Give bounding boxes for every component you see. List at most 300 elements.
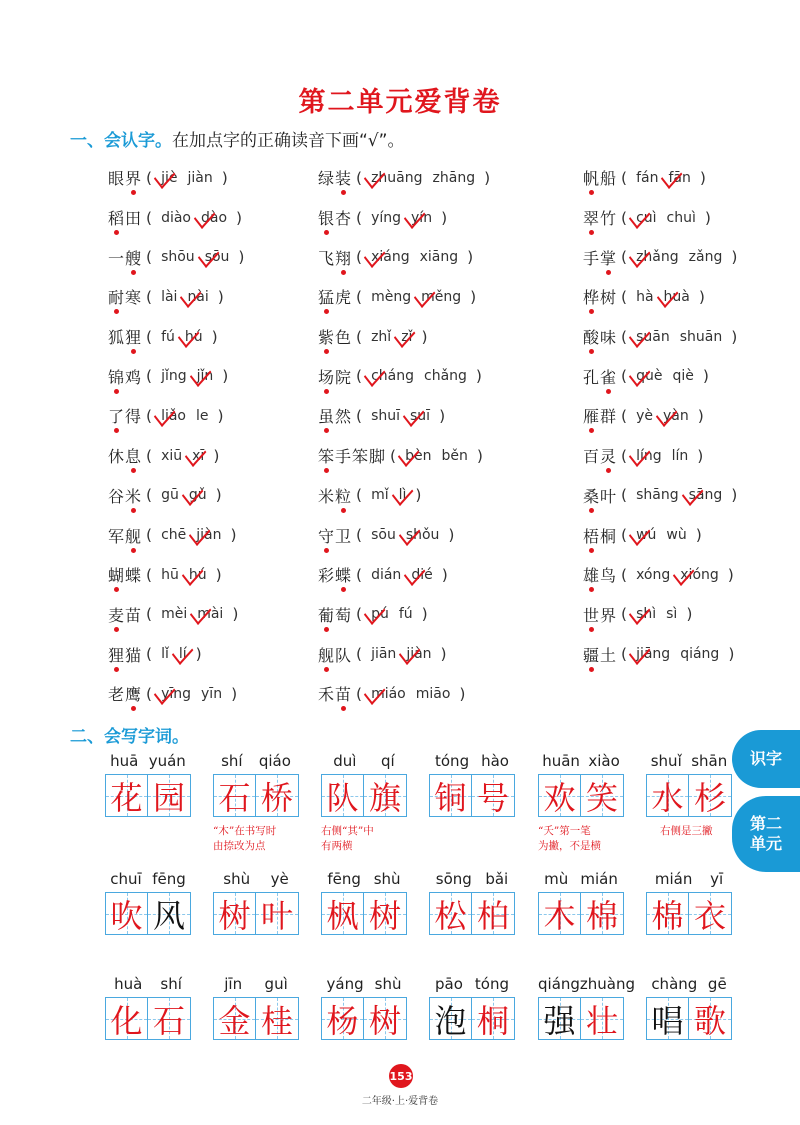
tianzige-cell[interactable] xyxy=(689,774,732,817)
choice-row xyxy=(583,277,741,317)
pinyin-option-checked[interactable]: huà xyxy=(663,288,690,305)
pinyin-option[interactable]: jǐng xyxy=(161,368,187,385)
pinyin-option[interactable]: zhāng xyxy=(432,169,476,186)
word: 狐狸 xyxy=(108,325,142,348)
choice-row xyxy=(318,595,494,635)
pinyin-option[interactable]: xiāng xyxy=(419,249,459,266)
tianzige-cell[interactable] xyxy=(472,997,515,1040)
close-paren: ) xyxy=(699,168,706,187)
character: 花 xyxy=(110,778,143,817)
close-paren: ) xyxy=(697,446,704,465)
close-paren: ) xyxy=(440,645,447,664)
pinyin-option-checked[interactable]: shǒu xyxy=(405,527,440,544)
pinyin-row xyxy=(321,975,407,993)
close-paren: ) xyxy=(697,406,704,425)
open-paren: ( xyxy=(146,248,153,267)
choice-row xyxy=(108,555,248,595)
open-paren: ( xyxy=(146,486,153,505)
character: 歌 xyxy=(693,1001,726,1040)
character: 杉 xyxy=(693,778,726,817)
tianzige-cell[interactable] xyxy=(364,892,407,935)
open-paren: ( xyxy=(356,168,363,187)
pinyin-option-checked[interactable]: jǐn xyxy=(196,368,214,385)
open-paren: ( xyxy=(621,248,628,267)
pinyin-option[interactable]: fú xyxy=(161,328,175,345)
tianzige-cell[interactable] xyxy=(538,774,581,817)
tianzige-cell[interactable] xyxy=(321,892,364,935)
word: 紫色 xyxy=(318,325,352,348)
tianzige-cell[interactable] xyxy=(105,892,148,935)
emphasis-dot xyxy=(589,627,594,632)
choice-row xyxy=(318,317,494,357)
pinyin-option-checked[interactable]: què xyxy=(636,368,663,385)
tab-label: 第二单元 xyxy=(749,814,782,853)
pinyin: huān xyxy=(542,752,580,770)
pinyin-option-checked[interactable]: měng xyxy=(421,288,462,305)
character: 树 xyxy=(218,896,251,935)
pinyin-option-checked[interactable]: jiāng xyxy=(636,646,671,663)
pinyin-option[interactable]: yīn xyxy=(201,685,223,702)
tianzige-cell[interactable] xyxy=(256,892,299,935)
pinyin-option[interactable]: xóng xyxy=(636,566,671,583)
pinyin-option-checked[interactable]: dào xyxy=(201,209,228,226)
pinyin-option[interactable]: mèi xyxy=(161,606,188,623)
page-title: 第二单元爱背卷 xyxy=(298,87,502,118)
pinyin: mù xyxy=(544,870,569,888)
word-grid xyxy=(213,870,299,980)
pinyin-option-checked[interactable]: fān xyxy=(668,169,691,186)
emphasis-dot xyxy=(589,548,594,553)
character: 石 xyxy=(218,778,251,817)
pinyin-option[interactable]: zǎng xyxy=(688,249,723,266)
pinyin-option-checked[interactable]: lí xyxy=(178,646,187,663)
word: 锦鸡 xyxy=(108,365,142,388)
pinyin-option-checked[interactable]: zǐ xyxy=(401,328,413,345)
character: 欢 xyxy=(543,778,576,817)
character: 桐 xyxy=(476,1001,509,1040)
open-paren: ( xyxy=(356,684,363,703)
tianzige-cell[interactable] xyxy=(213,774,256,817)
pinyin-option-checked[interactable]: zhuāng xyxy=(371,169,423,186)
close-paren: ) xyxy=(215,565,222,584)
tianzige-boxes xyxy=(429,997,515,1040)
word: 了得 xyxy=(108,404,142,427)
pinyin-option[interactable]: lín xyxy=(671,447,689,464)
open-paren: ( xyxy=(390,446,397,465)
emphasis-dot xyxy=(589,428,594,433)
pinyin-option[interactable]: yè xyxy=(636,407,653,424)
pinyin: chuī xyxy=(110,870,142,888)
tianzige-boxes xyxy=(538,892,624,935)
tianzige-cell[interactable] xyxy=(646,774,689,817)
character: 水 xyxy=(651,778,684,817)
pinyin: mián xyxy=(580,870,618,888)
tianzige-cell[interactable] xyxy=(429,997,472,1040)
emphasis-dot xyxy=(589,190,594,195)
pinyin-option[interactable]: fán xyxy=(636,169,659,186)
pinyin-option[interactable]: qiè xyxy=(672,368,694,385)
open-paren: ( xyxy=(356,406,363,425)
close-paren: ) xyxy=(236,208,243,227)
pinyin-option[interactable]: xiū xyxy=(161,447,183,464)
pinyin: yáng xyxy=(326,975,364,993)
pinyin-option[interactable]: wù xyxy=(666,527,687,544)
pinyin: jīn xyxy=(224,975,243,993)
pinyin-option-checked[interactable]: lì xyxy=(398,487,407,504)
pinyin: pāo xyxy=(435,975,463,993)
pinyin-option[interactable]: qiáng xyxy=(680,646,720,663)
open-paren: ( xyxy=(356,486,363,505)
word: 一艘 xyxy=(108,246,142,269)
emphasis-dot xyxy=(606,389,611,394)
word-grid xyxy=(646,870,732,980)
close-paren: ) xyxy=(213,446,220,465)
pinyin-option-checked[interactable]: liǎo xyxy=(161,407,187,424)
pinyin-option[interactable]: zhǐ xyxy=(371,328,392,345)
choice-row xyxy=(318,277,494,317)
pinyin-option[interactable]: lài xyxy=(161,288,178,305)
pinyin-option-checked[interactable]: nài xyxy=(187,288,209,305)
open-paren: ( xyxy=(621,287,628,306)
tianzige-cell[interactable] xyxy=(148,997,191,1040)
tianzige-cell[interactable] xyxy=(472,774,515,817)
pinyin-option-checked[interactable]: suī xyxy=(410,407,431,424)
character: 木 xyxy=(543,896,576,935)
character: 号 xyxy=(476,778,509,817)
pinyin-option-checked[interactable]: suān xyxy=(636,328,670,345)
pinyin-row xyxy=(105,870,191,888)
pinyin-row xyxy=(429,752,515,770)
close-paren: ) xyxy=(448,526,455,545)
word: 虽然 xyxy=(318,404,352,427)
pinyin: hào xyxy=(481,752,509,770)
tianzige-cell[interactable] xyxy=(148,774,191,817)
writing-tip-note: “夭”第一笔 为撇，不是横 xyxy=(538,825,601,852)
close-paren: ) xyxy=(441,565,448,584)
pinyin-option-checked[interactable]: cuì xyxy=(636,209,657,226)
tianzige-cell[interactable] xyxy=(581,997,624,1040)
character: 松 xyxy=(434,896,467,935)
pinyin-option[interactable]: chuì xyxy=(666,209,696,226)
tab-unit-2[interactable] xyxy=(732,796,800,872)
word: 狸猫 xyxy=(108,643,142,666)
pinyin-option-checked[interactable]: shì xyxy=(636,606,657,623)
pinyin-row xyxy=(429,870,515,888)
emphasis-dot xyxy=(606,468,611,473)
pinyin-option[interactable]: jiān xyxy=(371,646,397,663)
tianzige-cell[interactable] xyxy=(538,892,581,935)
page-number: 153 xyxy=(389,1064,413,1088)
close-paren: ) xyxy=(232,605,239,624)
emphasis-dot xyxy=(114,389,119,394)
pinyin-option[interactable]: yíng xyxy=(371,209,402,226)
pinyin: shān xyxy=(691,752,728,770)
section-number: 二、 xyxy=(70,727,104,747)
pinyin-option-checked[interactable]: bèn xyxy=(405,447,432,464)
word: 世界 xyxy=(583,603,617,626)
emphasis-dot xyxy=(114,627,119,632)
pinyin-option[interactable]: dián xyxy=(371,566,402,583)
word-grid xyxy=(105,752,191,862)
tianzige-cell[interactable] xyxy=(256,997,299,1040)
tianzige-cell[interactable] xyxy=(148,892,191,935)
pinyin-option[interactable]: sì xyxy=(666,606,678,623)
word: 稻田 xyxy=(108,206,142,229)
pinyin-option[interactable]: jiàn xyxy=(187,169,213,186)
pinyin-option[interactable]: lǐ xyxy=(161,646,169,663)
choice-row xyxy=(108,158,248,198)
close-paren: ) xyxy=(475,367,482,386)
choice-row xyxy=(108,317,248,357)
word: 老鹰 xyxy=(108,682,142,705)
word: 彩蝶 xyxy=(318,563,352,586)
pinyin: yè xyxy=(270,870,289,888)
tianzige-cell[interactable] xyxy=(689,997,732,1040)
word: 军舰 xyxy=(108,524,142,547)
word-grid xyxy=(105,975,191,1085)
tianzige-cell[interactable] xyxy=(321,997,364,1040)
open-paren: ( xyxy=(621,645,628,664)
word: 舰队 xyxy=(318,643,352,666)
pinyin-option-checked[interactable]: wú xyxy=(636,527,657,544)
open-paren: ( xyxy=(621,367,628,386)
pinyin-option-checked[interactable]: hú xyxy=(184,328,203,345)
pinyin: tóng xyxy=(435,752,470,770)
pinyin-option-checked[interactable]: líng xyxy=(636,447,662,464)
choice-row xyxy=(108,277,248,317)
close-paren: ) xyxy=(439,406,446,425)
footer-text: 二年级·上·爱背卷 xyxy=(361,1096,439,1107)
open-paren: ( xyxy=(356,248,363,267)
pinyin-option-checked[interactable]: yín xyxy=(411,209,433,226)
word: 场院 xyxy=(318,365,352,388)
choice-row xyxy=(108,634,248,674)
tianzige-boxes xyxy=(321,997,407,1040)
tianzige-boxes xyxy=(213,997,299,1040)
pinyin-option-checked[interactable]: zhǎng xyxy=(636,249,679,266)
tianzige-cell[interactable] xyxy=(646,997,689,1040)
open-paren: ( xyxy=(621,565,628,584)
tianzige-cell[interactable] xyxy=(581,774,624,817)
tianzige-cell[interactable] xyxy=(429,774,472,817)
pinyin-option-checked[interactable]: gǔ xyxy=(188,487,207,504)
choice-row xyxy=(583,198,741,238)
close-paren: ) xyxy=(211,327,218,346)
open-paren: ( xyxy=(146,605,153,624)
section-heading: 会写字词。 xyxy=(104,727,189,747)
pinyin-row xyxy=(538,752,624,770)
section-heading: 会认字。 xyxy=(104,131,172,151)
emphasis-dot xyxy=(589,230,594,235)
open-paren: ( xyxy=(356,605,363,624)
close-paren: ) xyxy=(222,367,229,386)
emphasis-dot xyxy=(324,349,329,354)
word: 葡萄 xyxy=(318,603,352,626)
emphasis-dot xyxy=(606,270,611,275)
pinyin-option[interactable]: diào xyxy=(161,209,191,226)
pinyin-option-checked[interactable]: yīng xyxy=(161,685,192,702)
choice-row xyxy=(318,634,494,674)
pinyin-option-checked[interactable]: yàn xyxy=(662,407,689,424)
choice-row xyxy=(583,396,741,436)
word-grid xyxy=(538,752,624,862)
pinyin-option[interactable]: mèng xyxy=(371,288,412,305)
tianzige-cell[interactable] xyxy=(689,892,732,935)
word: 雁群 xyxy=(583,404,617,427)
close-paren: ) xyxy=(686,605,693,624)
pinyin-option[interactable]: shōu xyxy=(161,249,195,266)
choice-row xyxy=(583,515,741,555)
choice-row xyxy=(583,356,741,396)
pinyin: shù xyxy=(223,870,251,888)
pinyin-row xyxy=(321,870,407,888)
close-paren: ) xyxy=(421,605,428,624)
close-paren: ) xyxy=(476,446,483,465)
pinyin-option[interactable]: běn xyxy=(441,447,468,464)
tianzige-cell[interactable] xyxy=(364,774,407,817)
character: 树 xyxy=(368,1001,401,1040)
pinyin-option-checked[interactable]: miáo xyxy=(371,685,406,702)
close-paren: ) xyxy=(731,486,738,505)
pinyin-option[interactable]: miāo xyxy=(415,685,451,702)
open-paren: ( xyxy=(621,406,628,425)
open-paren: ( xyxy=(146,446,153,465)
choice-row xyxy=(318,555,494,595)
pinyin: shù xyxy=(373,870,401,888)
emphasis-dot xyxy=(114,428,119,433)
pinyin-option[interactable]: shuān xyxy=(679,328,723,345)
section-1-heading xyxy=(70,126,404,151)
pinyin: shí xyxy=(221,752,243,770)
pinyin: qiáo xyxy=(258,752,291,770)
emphasis-dot xyxy=(324,627,329,632)
pinyin-option-checked[interactable]: xióng xyxy=(680,566,719,583)
pinyin-option-checked[interactable]: sōu xyxy=(204,249,230,266)
choice-row xyxy=(583,317,741,357)
word: 米粒 xyxy=(318,484,352,507)
choice-row xyxy=(108,674,248,714)
tianzige-boxes xyxy=(105,997,191,1040)
open-paren: ( xyxy=(146,565,153,584)
tianzige-boxes xyxy=(429,892,515,935)
tianzige-boxes xyxy=(646,892,732,935)
character: 旗 xyxy=(368,778,401,817)
close-paren: ) xyxy=(221,168,228,187)
character: 棉 xyxy=(585,896,618,935)
choice-column xyxy=(108,158,248,714)
tianzige-cell[interactable] xyxy=(213,892,256,935)
pinyin-option-checked[interactable]: jiè xyxy=(161,169,178,186)
emphasis-dot xyxy=(589,508,594,513)
tianzige-cell[interactable] xyxy=(472,892,515,935)
tianzige-cell[interactable] xyxy=(364,997,407,1040)
emphasis-dot xyxy=(324,468,329,473)
pinyin-row xyxy=(105,752,191,770)
pinyin-option-checked[interactable]: sāng xyxy=(688,487,723,504)
choice-row xyxy=(583,436,741,476)
choice-row xyxy=(108,396,248,436)
pinyin-option-checked[interactable]: jiàn xyxy=(406,646,432,663)
pinyin-option-checked[interactable]: mài xyxy=(197,606,224,623)
close-paren: ) xyxy=(731,248,738,267)
emphasis-dot xyxy=(341,270,346,275)
open-paren: ( xyxy=(621,208,628,227)
character: 桥 xyxy=(260,778,293,817)
pinyin-row xyxy=(538,870,624,888)
pinyin-option[interactable]: shuī xyxy=(371,407,401,424)
emphasis-dot xyxy=(324,230,329,235)
pinyin-option[interactable]: mǐ xyxy=(371,487,389,504)
pinyin-option-checked[interactable]: hú xyxy=(188,566,207,583)
word: 孔雀 xyxy=(583,365,617,388)
tianzige-cell[interactable] xyxy=(105,774,148,817)
open-paren: ( xyxy=(146,645,153,664)
tianzige-cell[interactable] xyxy=(213,997,256,1040)
character: 园 xyxy=(152,778,185,817)
pinyin-option[interactable]: sōu xyxy=(371,527,396,544)
tianzige-cell[interactable] xyxy=(581,892,624,935)
word: 绿装 xyxy=(318,166,352,189)
close-paren: ) xyxy=(195,645,202,664)
tianzige-cell[interactable] xyxy=(256,774,299,817)
pinyin-option[interactable]: le xyxy=(196,407,209,424)
pinyin-option[interactable]: shāng xyxy=(636,487,679,504)
word: 眼界 xyxy=(108,166,142,189)
pinyin: mián xyxy=(654,870,693,888)
word: 银杏 xyxy=(318,206,352,229)
open-paren: ( xyxy=(146,287,153,306)
pinyin-option[interactable]: gū xyxy=(161,487,179,504)
tianzige-cell[interactable] xyxy=(538,997,581,1040)
tianzige-cell[interactable] xyxy=(429,892,472,935)
open-paren: ( xyxy=(146,327,153,346)
emphasis-dot xyxy=(131,190,136,195)
pinyin-option[interactable]: hū xyxy=(161,566,179,583)
character: 叶 xyxy=(260,896,293,935)
pinyin-option-checked[interactable]: jiàn xyxy=(196,527,222,544)
section-instruction: 在加点字的正确读音下画“√”。 xyxy=(172,131,405,151)
word: 麦苗 xyxy=(108,603,142,626)
pinyin: yuán xyxy=(148,752,186,770)
pinyin: guì xyxy=(264,975,288,993)
emphasis-dot xyxy=(324,548,329,553)
pinyin-option[interactable]: hà xyxy=(636,288,654,305)
pinyin-option-checked[interactable]: xiáng xyxy=(371,249,410,266)
close-paren: ) xyxy=(470,287,477,306)
pinyin-option[interactable]: fú xyxy=(398,606,413,623)
open-paren: ( xyxy=(621,605,628,624)
pinyin-option-checked[interactable]: pú xyxy=(371,606,389,623)
pinyin-option-checked[interactable]: cháng xyxy=(371,368,414,385)
close-paren: ) xyxy=(459,684,466,703)
tianzige-boxes xyxy=(646,774,732,817)
pinyin-option[interactable]: chǎng xyxy=(424,368,467,385)
choice-row xyxy=(583,476,741,516)
character: 铜 xyxy=(434,778,467,817)
tianzige-cell[interactable] xyxy=(105,997,148,1040)
pinyin-option-checked[interactable]: dié xyxy=(411,566,433,583)
character: 化 xyxy=(110,1001,143,1040)
pinyin: shù xyxy=(374,975,402,993)
tianzige-cell[interactable] xyxy=(321,774,364,817)
tianzige-cell[interactable] xyxy=(646,892,689,935)
pinyin-option-checked[interactable]: xī xyxy=(192,447,205,464)
choice-row xyxy=(583,237,741,277)
pinyin-option[interactable]: chē xyxy=(161,527,187,544)
tab-literacy[interactable] xyxy=(732,730,800,788)
pinyin-row xyxy=(213,975,299,993)
word: 帆船 xyxy=(583,166,617,189)
